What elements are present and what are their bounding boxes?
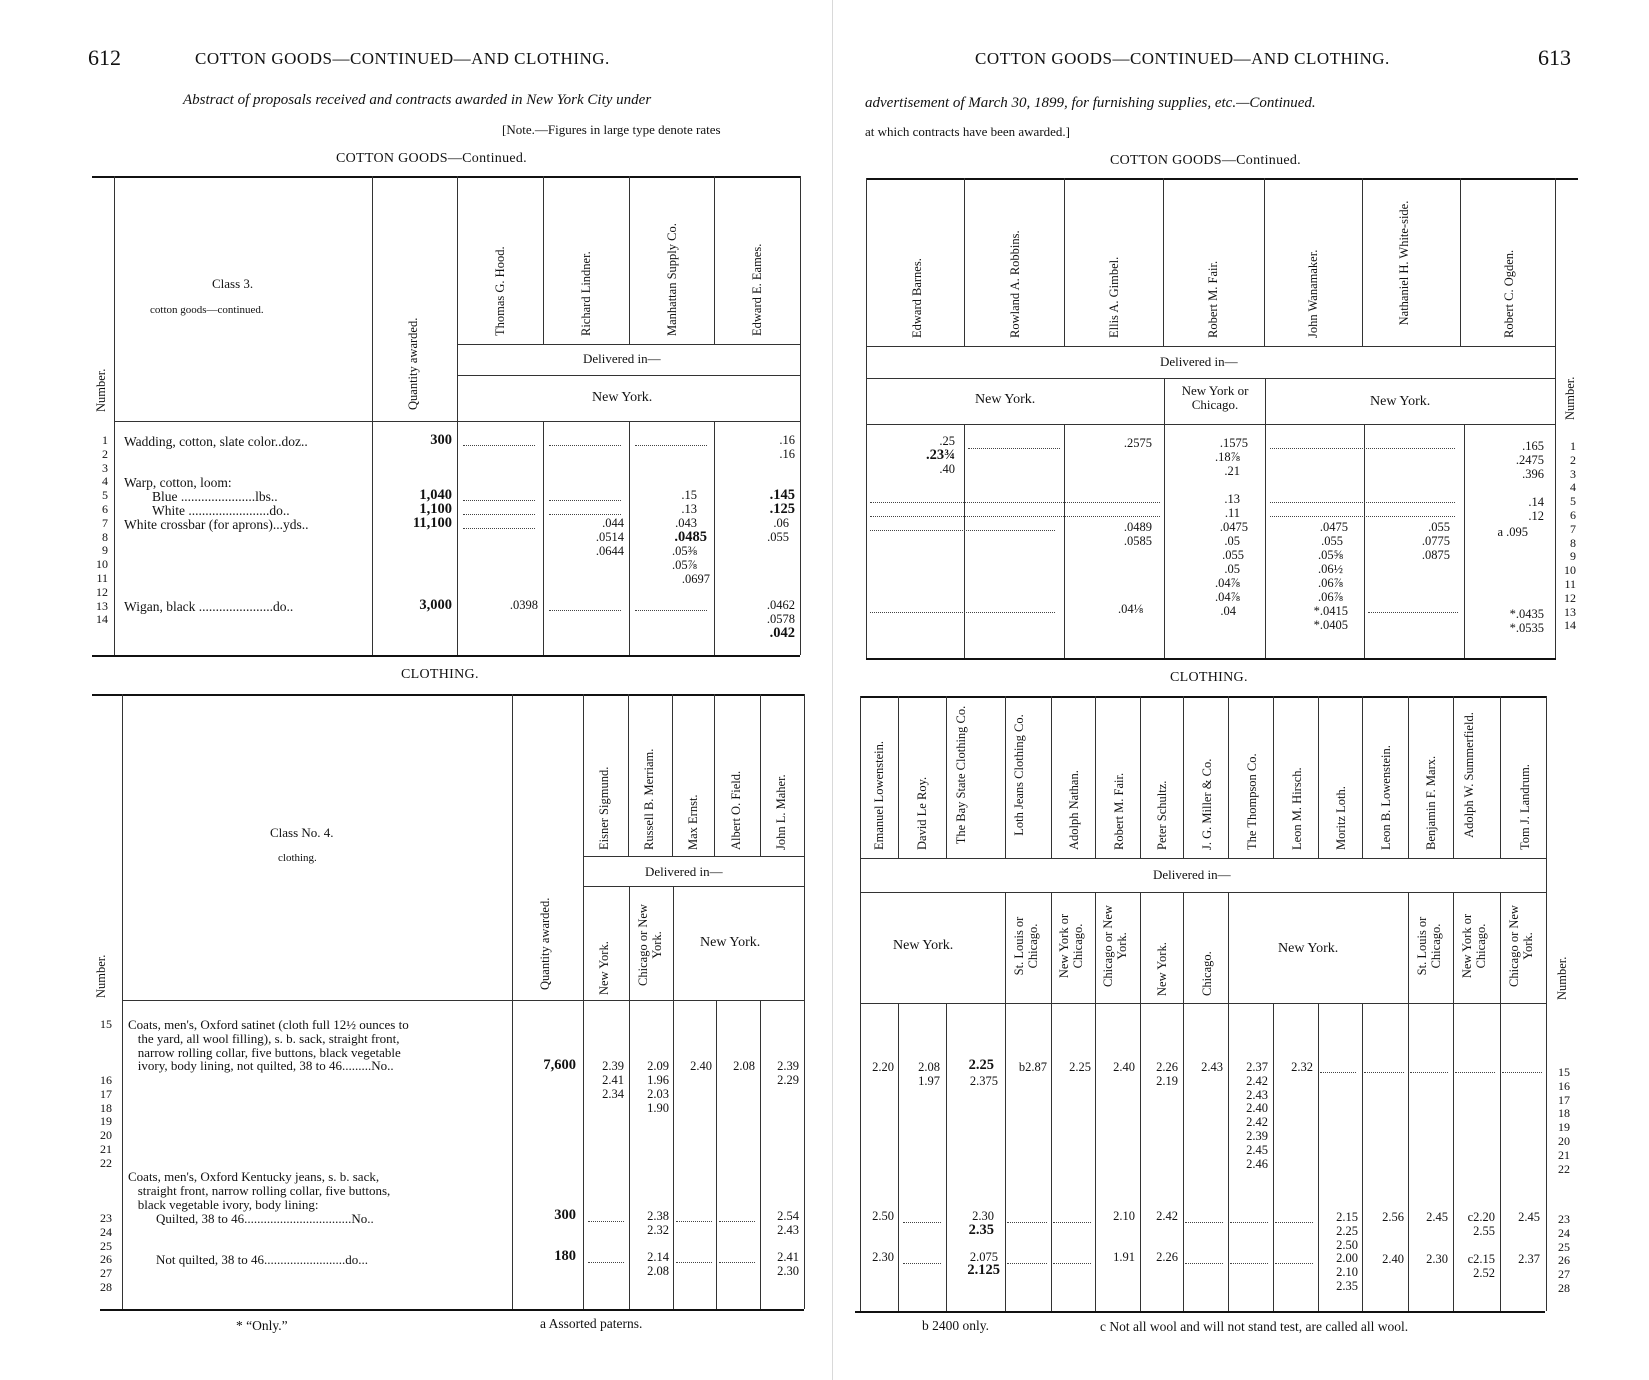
maher-r27: 2.30: [777, 1264, 799, 1278]
delivered-new-york: New York.: [1155, 942, 1169, 996]
row-number: 1: [1570, 439, 1576, 453]
row-number: 26: [1558, 1253, 1570, 1268]
c4-r15: b2.87: [1018, 1060, 1047, 1074]
bidder-hood: Thomas G. Hood.: [493, 246, 507, 336]
c1-r15: 2.20: [872, 1060, 894, 1074]
row-number: 19: [100, 1114, 112, 1129]
row-number: 2: [102, 446, 108, 461]
row-numbers-cloth-left-3: [92, 1212, 112, 1295]
delivered-chicago-or-new-york: Chicago or New York.: [636, 904, 664, 986]
whiteside-r8: .0875: [1421, 548, 1450, 562]
delivered-in-label: Delivered in—: [583, 351, 661, 366]
row-number: 10: [96, 557, 108, 572]
merriam-r18: 1.90: [647, 1101, 669, 1115]
c3-r27: 2.125: [967, 1262, 1000, 1278]
row-numbers-right: [1556, 440, 1576, 633]
c11-r23: 2.15: [1336, 1210, 1358, 1224]
delivered-chicago-or-ny-2: Chicago or New York.: [1507, 905, 1535, 987]
eames-r13: .0578: [766, 612, 795, 626]
row-number: 11: [96, 570, 108, 585]
bidder-gimbel: Ellis A. Gimbel.: [1107, 256, 1121, 338]
ogden-r6: a .095: [1497, 525, 1528, 539]
c1-r26: 2.30: [872, 1250, 894, 1264]
item-not-quilted: Not quilted, 38 to 46.........................do...: [156, 1252, 368, 1267]
qty-blue: 1,040: [419, 487, 452, 503]
bidder-hirsch: Leon M. Hirsch.: [1290, 767, 1304, 850]
c3-r16: 2.375: [969, 1074, 998, 1088]
row-number: 28: [100, 1279, 112, 1294]
row-number: 6: [1570, 507, 1576, 522]
row-number: 3: [102, 460, 108, 475]
lindner-r8: .0644: [595, 544, 624, 558]
bidder-sigmund: Eisner Sigmund.: [597, 766, 611, 850]
whiteside-r6: .055: [1428, 520, 1450, 534]
c7-r16: 2.19: [1156, 1074, 1178, 1088]
fair-r1: .1575: [1219, 436, 1248, 450]
c9-r18: 2.40: [1246, 1101, 1268, 1116]
c6-r15: 2.40: [1113, 1060, 1135, 1074]
row-number: 8: [1570, 535, 1576, 550]
fair-r4: .13: [1224, 492, 1240, 506]
qty-wadding: 300: [430, 432, 452, 448]
row-number: 4: [102, 474, 108, 489]
footnote-not-all-wool: c Not all wool and will not stand test, are called all wool.: [1100, 1319, 1409, 1334]
delivered-chicago: Chicago.: [1200, 951, 1214, 996]
wanamaker-r9: .06½: [1318, 562, 1343, 576]
footnote-assorted: a Assorted paterns.: [540, 1316, 643, 1331]
row-number: 6: [102, 501, 108, 516]
c7-r26: 2.26: [1156, 1250, 1178, 1264]
row-number: 13: [96, 598, 108, 613]
delivered-new-york-right-1: New York.: [975, 392, 1036, 407]
eames-r2: .16: [779, 447, 795, 461]
row-number: 10: [1564, 563, 1576, 578]
c3-r26: 2.075: [969, 1250, 998, 1264]
bidder-landrum: Tom J. Landrum.: [1518, 764, 1532, 850]
eames-r1: .16: [779, 433, 795, 447]
fair-r11: .04⅞: [1215, 590, 1240, 604]
qty-satinet: 7,600: [543, 1057, 576, 1073]
row-numbers-cloth-left: [92, 1018, 112, 1032]
quantity-header-cloth-left: Quantity awarded.: [538, 897, 552, 990]
qty-white: 1,100: [419, 501, 452, 517]
bidder-leon-lowenstein: Leon B. Lowenstein.: [1379, 745, 1393, 850]
maher-r16: 2.29: [777, 1073, 799, 1087]
maher-r23: 2.54: [777, 1209, 799, 1223]
item-quilted: Quilted, 38 to 46.................................No..: [156, 1211, 374, 1226]
bidder-nathan: Adolph Nathan.: [1067, 770, 1081, 850]
row-number: 26: [100, 1252, 112, 1267]
bidder-marx: Benjamin F. Marx.: [1424, 755, 1438, 850]
c11-r26: 2.00: [1336, 1251, 1358, 1266]
section-title-clothing-left: CLOTHING.: [401, 667, 479, 682]
number-header-left: Number.: [94, 368, 108, 412]
fair-r2: .18⅞: [1215, 450, 1240, 464]
merriam-r15: 2.09: [647, 1059, 669, 1073]
merriam-r27: 2.08: [647, 1264, 669, 1278]
class4-label: Class No. 4.: [270, 825, 334, 840]
fair-r7: .05: [1224, 534, 1240, 548]
sigmund-r17: 2.34: [602, 1087, 624, 1101]
c9-r17: 2.43: [1246, 1087, 1268, 1102]
eames-r6: .06: [773, 516, 789, 530]
wanamaker-r6: .0475: [1319, 520, 1348, 534]
wanamaker-r11: .06⅞: [1318, 590, 1343, 604]
wanamaker-r10: .06⅞: [1318, 576, 1343, 590]
item-warp: Warp, cotton, loom:: [124, 475, 232, 490]
row-number: 13: [1564, 604, 1576, 619]
bidder-loth-jeans: Loth Jeans Clothing Co.: [1012, 714, 1026, 836]
gimbel-r1: .2575: [1123, 436, 1152, 450]
c14-r26: c2.15: [1467, 1252, 1495, 1266]
gimbel-r7: .0585: [1123, 534, 1152, 548]
bidder-schultz: Peter Schultz.: [1155, 780, 1169, 850]
row-number: 18: [100, 1100, 112, 1115]
bidder-eames: Edward E. Eames.: [750, 243, 764, 336]
row-number: 16: [1558, 1078, 1570, 1093]
c9-r20: 2.39: [1246, 1128, 1268, 1143]
c6-r23: 2.10: [1113, 1209, 1135, 1223]
lindner-r6: .044: [602, 516, 624, 530]
c2-r16: 1.97: [918, 1074, 940, 1088]
row-number: 23: [1558, 1212, 1570, 1226]
bidder-manhattan: Manhattan Supply Co.: [665, 223, 679, 336]
delivered-new-york-group: New York.: [700, 935, 761, 950]
fair-r10: .04⅞: [1215, 576, 1240, 590]
footnote-2400-only: b 2400 only.: [922, 1318, 989, 1333]
ogden-r13: *.0535: [1509, 621, 1544, 635]
delivered-new-york-right-2: New York.: [1370, 394, 1431, 409]
bidder-lindner: Richard Lindner.: [579, 251, 593, 336]
delivered-new-york: New York.: [893, 938, 954, 953]
qty-not-quilted: 180: [554, 1248, 576, 1264]
row-numbers-cloth-right: [1550, 1066, 1570, 1176]
number-header-cloth-right: Number.: [1555, 956, 1569, 1000]
section-title-cotton-right: COTTON GOODS—Continued.: [1110, 153, 1301, 168]
barnes-r2: .23¾: [926, 447, 955, 463]
manhattan-r6: .043: [675, 516, 697, 530]
c9-column: [1230, 1061, 1268, 1171]
c13-r26: 2.30: [1426, 1252, 1448, 1266]
c8-r15: 2.43: [1201, 1060, 1223, 1074]
row-number: 12: [1564, 590, 1576, 605]
item-wigan: Wigan, black ......................do..: [124, 599, 294, 614]
bidder-field: Albert O. Field.: [729, 770, 743, 850]
c14-r27: 2.52: [1473, 1266, 1495, 1280]
row-number: 7: [1570, 521, 1576, 536]
delivered-ny-or-chicago: New York or Chicago.: [1057, 913, 1085, 979]
bidder-ogden: Robert C. Ogden.: [1502, 249, 1516, 338]
delivered-st-louis-or-chicago-2: St. Louis or Chicago.: [1415, 916, 1443, 976]
c6-r26: 1.91: [1113, 1250, 1135, 1264]
hood-r12: .0398: [509, 598, 538, 612]
ogden-r12: *.0435: [1509, 607, 1544, 621]
manhattan-r4: .15: [681, 488, 697, 502]
row-number: 25: [1558, 1239, 1570, 1254]
fair-r5: .11: [1224, 506, 1240, 520]
c9-r19: 2.42: [1246, 1115, 1268, 1130]
c7-r15: 2.26: [1156, 1060, 1178, 1074]
manhattan-r8: .05⅜: [672, 544, 697, 558]
sigmund-r16: 2.41: [602, 1073, 624, 1087]
wanamaker-r8: .05⅝: [1318, 548, 1343, 562]
c11-r25: 2.50: [1336, 1237, 1358, 1252]
ogden-r3: .396: [1522, 467, 1544, 481]
bidder-maher: John L. Maher.: [774, 774, 788, 850]
merriam-r24: 2.32: [647, 1223, 669, 1237]
row-number: 18: [1558, 1106, 1570, 1121]
wanamaker-r12: *.0415: [1313, 604, 1348, 618]
ogden-r5: .12: [1528, 509, 1544, 523]
row-number: 12: [96, 584, 108, 599]
c14-r23: c2.20: [1467, 1210, 1495, 1224]
section-title-cotton-left: COTTON GOODS—Continued.: [336, 151, 527, 166]
bidder-ernst: Max Ernst.: [686, 794, 700, 850]
c15-r23: 2.45: [1518, 1210, 1540, 1224]
bidder-emanuel-lowenstein: Emanuel Lowenstein.: [872, 741, 886, 850]
fair-r12: .04: [1220, 604, 1236, 618]
row-number: 23: [100, 1211, 112, 1225]
row-number: 2: [1570, 452, 1576, 467]
manhattan-r7: .0485: [674, 529, 707, 545]
barnes-r1: .25: [939, 434, 955, 448]
page-number-right: 613: [1538, 45, 1571, 70]
bidder-summerfield: Adolph W. Summerfield.: [1462, 712, 1476, 838]
delivered-in-cloth-left: Delivered in—: [645, 864, 723, 879]
c10-r15: 2.32: [1291, 1060, 1313, 1074]
c14-r24: 2.55: [1473, 1224, 1495, 1238]
class4-sublabel: clothing.: [278, 852, 317, 864]
c11-column: [1320, 1211, 1358, 1294]
eames-r5: .125: [769, 501, 795, 517]
gimbel-r6: .0489: [1123, 520, 1152, 534]
number-header-cloth-left: Number.: [94, 954, 108, 998]
note-left: [Note.—Figures in large type denote rates: [502, 122, 721, 137]
bidder-merriam: Russell B. Merriam.: [642, 748, 656, 850]
row-number: 7: [102, 515, 108, 530]
eames-r12: .0462: [766, 598, 795, 612]
row-number: 22: [100, 1155, 112, 1170]
delivered-in-label-right: Delivered in—: [1160, 354, 1238, 369]
running-head-right: COTTON GOODS—CONTINUED—AND CLOTHING.: [975, 49, 1390, 68]
item-crossbar: White crossbar (for aprons)...yds..: [124, 517, 309, 532]
row-number: 1: [102, 433, 108, 447]
qty-wigan: 3,000: [419, 597, 452, 613]
quantity-header-left: Quantity awarded.: [406, 317, 420, 410]
bidder-barnes: Edward Barnes.: [910, 258, 924, 338]
item-oxford-satinet: Coats, men's, Oxford satinet (cloth full 12½ ounces to the yard, all wool filling), s. b. sack, straight front, narrow rolling collar, five buttons, black vegetable ivory, body lining, not quilted, 38 to 46.........No..: [128, 1017, 409, 1074]
qty-quilted: 300: [554, 1207, 576, 1223]
bidder-fair: Robert M. Fair.: [1206, 260, 1220, 338]
row-number: 20: [1558, 1133, 1570, 1148]
row-numbers-cloth-right-2: [1550, 1213, 1570, 1296]
c9-r16: 2.42: [1246, 1073, 1268, 1088]
c12-r26: 2.40: [1382, 1252, 1404, 1266]
row-number: 24: [100, 1224, 112, 1239]
running-head-left: COTTON GOODS—CONTINUED—AND CLOTHING.: [195, 49, 610, 68]
section-title-clothing-right: CLOTHING.: [1170, 670, 1248, 685]
eames-r4: .145: [769, 487, 795, 503]
c3-r23: 2.30: [972, 1209, 994, 1223]
bidder-fair-clothing: Robert M. Fair.: [1112, 772, 1126, 850]
delivered-chicago-or-ny: Chicago or New York.: [1101, 905, 1129, 987]
subtitle-right: advertisement of March 30, 1899, for furnishing supplies, etc.—Continued.: [865, 95, 1316, 111]
ogden-r2: .2475: [1515, 453, 1544, 467]
row-number: 17: [1558, 1092, 1570, 1107]
row-number: 25: [100, 1238, 112, 1253]
whiteside-r7: .0775: [1421, 534, 1450, 548]
footnote-only: * “Only.”: [236, 1318, 288, 1333]
note-right: at which contracts have been awarded.]: [865, 124, 1071, 139]
c7-r23: 2.42: [1156, 1209, 1178, 1223]
bidder-moritz-loth: Moritz Loth.: [1334, 786, 1348, 850]
row-number: 3: [1570, 466, 1576, 481]
page-gutter: [832, 0, 833, 1380]
row-number: 8: [102, 529, 108, 544]
row-numbers-left: [88, 434, 108, 627]
c3-r15: 2.25: [968, 1057, 994, 1073]
delivered-in-cloth-right: Delivered in—: [1153, 867, 1231, 882]
item-white: White ........................do..: [152, 503, 290, 518]
item-wadding: Wadding, cotton, slate color..doz..: [124, 434, 308, 449]
row-number: 19: [1558, 1120, 1570, 1135]
row-number: 21: [1558, 1147, 1570, 1162]
subtitle-left: Abstract of proposals received and contracts awarded in New York City under: [183, 92, 652, 108]
page-number-left: 612: [88, 45, 121, 70]
field-r15: 2.08: [733, 1059, 755, 1073]
qty-crossbar: 11,100: [412, 515, 452, 531]
delivered-new-york-group: New York.: [1278, 941, 1339, 956]
wanamaker-r13: *.0405: [1313, 618, 1348, 632]
row-number: 17: [100, 1086, 112, 1101]
merriam-r17: 2.03: [647, 1087, 669, 1101]
row-number: 27: [100, 1266, 112, 1281]
c13-r23: 2.45: [1426, 1210, 1448, 1224]
c1-r23: 2.50: [872, 1209, 894, 1223]
bidder-thompson: The Thompson Co.: [1245, 753, 1259, 850]
barnes-r3: .40: [939, 462, 955, 476]
c11-r24: 2.25: [1336, 1223, 1358, 1238]
row-number: 4: [1570, 480, 1576, 495]
sigmund-r15: 2.39: [602, 1059, 624, 1073]
eames-r14: .042: [769, 625, 795, 641]
row-number: 11: [1564, 576, 1576, 591]
ogden-r1: .165: [1522, 439, 1544, 453]
fair-r9: .05: [1224, 562, 1240, 576]
eames-r7: .055: [767, 530, 789, 544]
c9-r21: 2.45: [1246, 1142, 1268, 1157]
delivered-new-york: New York.: [592, 390, 653, 405]
row-number: 14: [96, 612, 108, 627]
row-number: 15: [100, 1017, 112, 1031]
manhattan-r10: .0697: [681, 572, 710, 586]
merriam-r26: 2.14: [647, 1250, 669, 1264]
ogden-r4: .14: [1528, 495, 1544, 509]
merriam-r16: 1.96: [647, 1073, 669, 1087]
merriam-r23: 2.38: [647, 1209, 669, 1223]
row-number: 5: [1570, 494, 1576, 509]
c12-r23: 2.56: [1382, 1210, 1404, 1224]
bidder-whiteside: Nathaniel H. White-side.: [1397, 200, 1411, 326]
row-number: 9: [102, 543, 108, 558]
c9-r22: 2.46: [1246, 1156, 1268, 1171]
row-number: 24: [1558, 1225, 1570, 1240]
row-number: 15: [1558, 1065, 1570, 1079]
number-header-right: Number.: [1563, 376, 1577, 420]
row-number: 9: [1570, 549, 1576, 564]
row-numbers-cloth-left-2: [92, 1074, 112, 1171]
c11-r27: 2.10: [1336, 1265, 1358, 1280]
fair-r6: .0475: [1219, 520, 1248, 534]
c15-r26: 2.37: [1518, 1252, 1540, 1266]
delivered-ny-or-chicago-2: New York or Chicago.: [1460, 913, 1488, 979]
row-number: 22: [1558, 1161, 1570, 1176]
row-number: 5: [102, 488, 108, 503]
row-number: 20: [100, 1128, 112, 1143]
row-number: 21: [100, 1141, 112, 1156]
class3-sublabel: cotton goods—continued.: [150, 304, 264, 316]
c11-r28: 2.35: [1336, 1278, 1358, 1293]
delivered-new-york: New York.: [597, 941, 611, 995]
c5-r15: 2.25: [1069, 1060, 1091, 1074]
c2-r15: 2.08: [918, 1060, 940, 1074]
bidder-bay-state: The Bay State Clothing Co.: [954, 705, 968, 845]
maher-r15: 2.39: [777, 1059, 799, 1073]
class3-label: Class 3.: [212, 276, 254, 291]
bidder-robbins: Rowland A. Robbins.: [1008, 230, 1022, 338]
wanamaker-r7: .055: [1321, 534, 1343, 548]
bidder-wanamaker: John Wanamaker.: [1306, 249, 1320, 338]
bidder-le-roy: David Le Roy.: [915, 776, 929, 850]
manhattan-r9: .05⅞: [672, 558, 697, 572]
item-blue: Blue ......................lbs..: [152, 489, 278, 504]
row-number: 16: [100, 1073, 112, 1087]
lindner-r7: .0514: [595, 530, 624, 544]
row-number: 14: [1564, 618, 1576, 633]
bidder-miller: J. G. Miller & Co.: [1200, 758, 1214, 850]
c3-r24: 2.35: [968, 1222, 994, 1238]
row-number: 27: [1558, 1267, 1570, 1282]
delivered-st-louis-or-chicago: St. Louis or Chicago.: [1012, 916, 1040, 976]
fair-r3: .21: [1224, 464, 1240, 478]
gimbel-r12: .04⅛: [1118, 602, 1143, 616]
ernst-r15: 2.40: [690, 1059, 712, 1073]
c9-r15: 2.37: [1246, 1060, 1268, 1074]
maher-r26: 2.41: [777, 1250, 799, 1264]
row-number: 28: [1558, 1280, 1570, 1295]
fair-r8: .055: [1222, 548, 1244, 562]
maher-r24: 2.43: [777, 1223, 799, 1237]
delivered-ny-or-chicago: New York or Chicago.: [1181, 383, 1249, 412]
manhattan-r5: .13: [681, 502, 697, 516]
item-kentucky-jeans: Coats, men's, Oxford Kentucky jeans, s. b. sack, straight front, narrow rolling collar, five buttons, black vegetable ivory, body lining:: [128, 1169, 391, 1212]
